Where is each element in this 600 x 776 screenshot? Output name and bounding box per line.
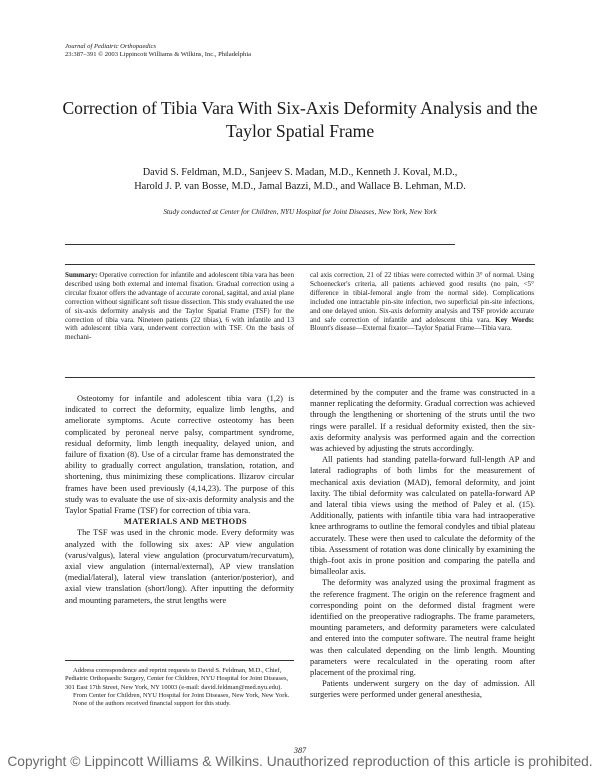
author-list	[40, 166, 560, 194]
body-paragraph: The TSF was used in the chronic mode. Every deformity was analyzed with the following six axes: AP view angulation (varus/valgus), lateral view angulation (procurvatum/recurvatum), axial view angulation (internal/external), AP view translation (medial/lateral), lateral view translation (anterior/posterior), and axial view translation (short/long). After inputting the deformity and mounting parameters, the strut lengths were	[65, 528, 294, 605]
abstract-bottom-rule	[65, 377, 535, 378]
footnote-from: From Center for Children, NYU Hospital for Joint Diseases, New York, New York.	[73, 691, 290, 699]
footnote-support: None of the authors received financial support for this study.	[73, 700, 231, 708]
body-paragraph: The deformity was analyzed using the proximal fragment as the reference fragment. The origin on the reference fragment and corresponding point on the deformed distal fragment were identified on the preoperative radiographs. The frame parameters, mounting parameters, and deformity parameters were calculated and entered into the computer software. The neutral frame height was then calculated depending on the limb length. Mounting parameters were recalculated in the operating room after placement of the proximal ring.	[310, 578, 535, 678]
abstract-top-rule	[65, 244, 455, 245]
body-left-column	[65, 383, 294, 606]
abstract-top-rule-2	[65, 264, 535, 265]
footnote-rule	[65, 660, 294, 661]
abstract-left-text: Operative correction for infantile and adolescent tibia vara has been described using both external and internal fixation. Gradual correction using a circular fixator offers the advantage of accurate coronal, sagittal, and axial plane correction without significant soft tissue dissection. This study evaluated the use of six-axis deformity analysis and the Taylor Spatial Frame (TSF) for the correction of tibia vara. Nineteen patients (22 tibias), 6 with infantile and 13 with adolescent tibia vara, underwent correction with TSF. On the basis of mechani-	[65, 271, 294, 342]
journal-name: Journal of Pediatric Orthopaedics	[65, 43, 157, 50]
article-title: Correction of Tibia Vara With Six-Axis Deformity Analysis and the Taylor Spatial Frame	[62, 98, 538, 141]
copyright-notice: Copyright © Lippincott Williams & Wilkins. Unauthorized reproduction of this article is prohibited.	[7, 754, 593, 769]
body-paragraph: determined by the computer and the frame was constructed in a manner replicating the deformity. Gradual correction was achieved through the lengthening or shortening of the struts until the two rings were parallel. If a residual deformity existed, then the six-axis deformity analysis was performed again and the correction was achieved by adjusting the struts accordingly.	[310, 388, 535, 454]
keywords-label: Key Words:	[495, 315, 534, 324]
authors-line-1: David S. Feldman, M.D., Sanjeev S. Madan, M.D., Kenneth J. Koval, M.D.,	[142, 167, 458, 178]
keywords-text: Blount's disease—External fixator—Taylor Spatial Frame—Tibia vara.	[310, 324, 512, 333]
footnote-address: Address correspondence and reprint requests to David S. Feldman, M.D., Chief, Pediatric Orthopaedic Surgery, Center for Children, NYU Hospital for Joint Diseases, 301 East 17th Street, New York, NY 10003 (e-mail: david.feldman@med.nyu.edu).	[65, 667, 289, 691]
page-number: 387	[293, 746, 307, 755]
affiliation: Study conducted at Center for Children, NYU Hospital for Joint Diseases, New York, New York	[163, 208, 437, 216]
body-paragraph: Patients underwent surgery on the day of admission. All surgeries were performed under general anesthesia,	[310, 679, 535, 700]
body-paragraph: Osteotomy for infantile and adolescent tibia vara (1,2) is indicated to correct the deformity, equalize limb lengths, and ameliorate symptoms. Acute corrective osteotomy has been complicated by peroneal nerve palsy, compartment syndrome, residual deformity, limb length inequality, delayed union, and failure of fixation (8). Use of a circular frame has demonstrated the ability to gradually correct angulation, translation, rotation, and shortening, thus minimizing these complications. Ilizarov circular frames have been used previously (4,14,23). The purpose of this study was to evaluate the use of six-axis deformity analysis and the Taylor Spatial Frame (TSF) for correction of tibia vara.	[65, 394, 294, 516]
authors-line-2: Harold J. P. van Bosse, M.D., Jamal Bazzi, M.D., and Wallace B. Lehman, M.D.	[134, 181, 466, 192]
body-right-column	[310, 387, 535, 701]
section-heading: MATERIALS AND METHODS	[123, 517, 248, 527]
citation-line: 23:387–391 © 2003 Lippincott Williams & Wilkins, Inc., Philadelphia	[65, 51, 252, 58]
footnotes	[65, 667, 294, 708]
abstract-right-column	[310, 271, 534, 333]
abstract-right-text: cal axis correction, 21 of 22 tibias were corrected within 3° of normal. Using Schoenecker's criteria, all patients achieved good results (no pain, <5° difference in tibial-femoral angle from the normal side). Complications included one intractable pin-site infection, two superficial pin-site infections, and one delayed union. Six-axis deformity analysis and TSF provide accurate and safe correction of infantile and adolescent tibia vara.	[310, 271, 534, 324]
body-paragraph: All patients had standing patella-forward full-length AP and lateral radiographs of both limbs for the measurement of mechanical axis deviation (MAD), femoral deformity, and joint laxity. The tibial deformity was calculated on patella-forward AP and lateral tibia views using the method of Paley et al. (15). Additionally, patients with infantile tibia vara had intraoperative knee arthrograms to outline the femoral condyles and tibial plateau accurately. These were then used to calculate the deformity of the tibia. Assessment of rotation was done clinically by examining the thigh–foot axis in prone position and comparing the patella and bimalleolar axis.	[310, 455, 535, 577]
abstract-left-column	[65, 271, 294, 342]
summary-label: Summary:	[65, 271, 98, 279]
